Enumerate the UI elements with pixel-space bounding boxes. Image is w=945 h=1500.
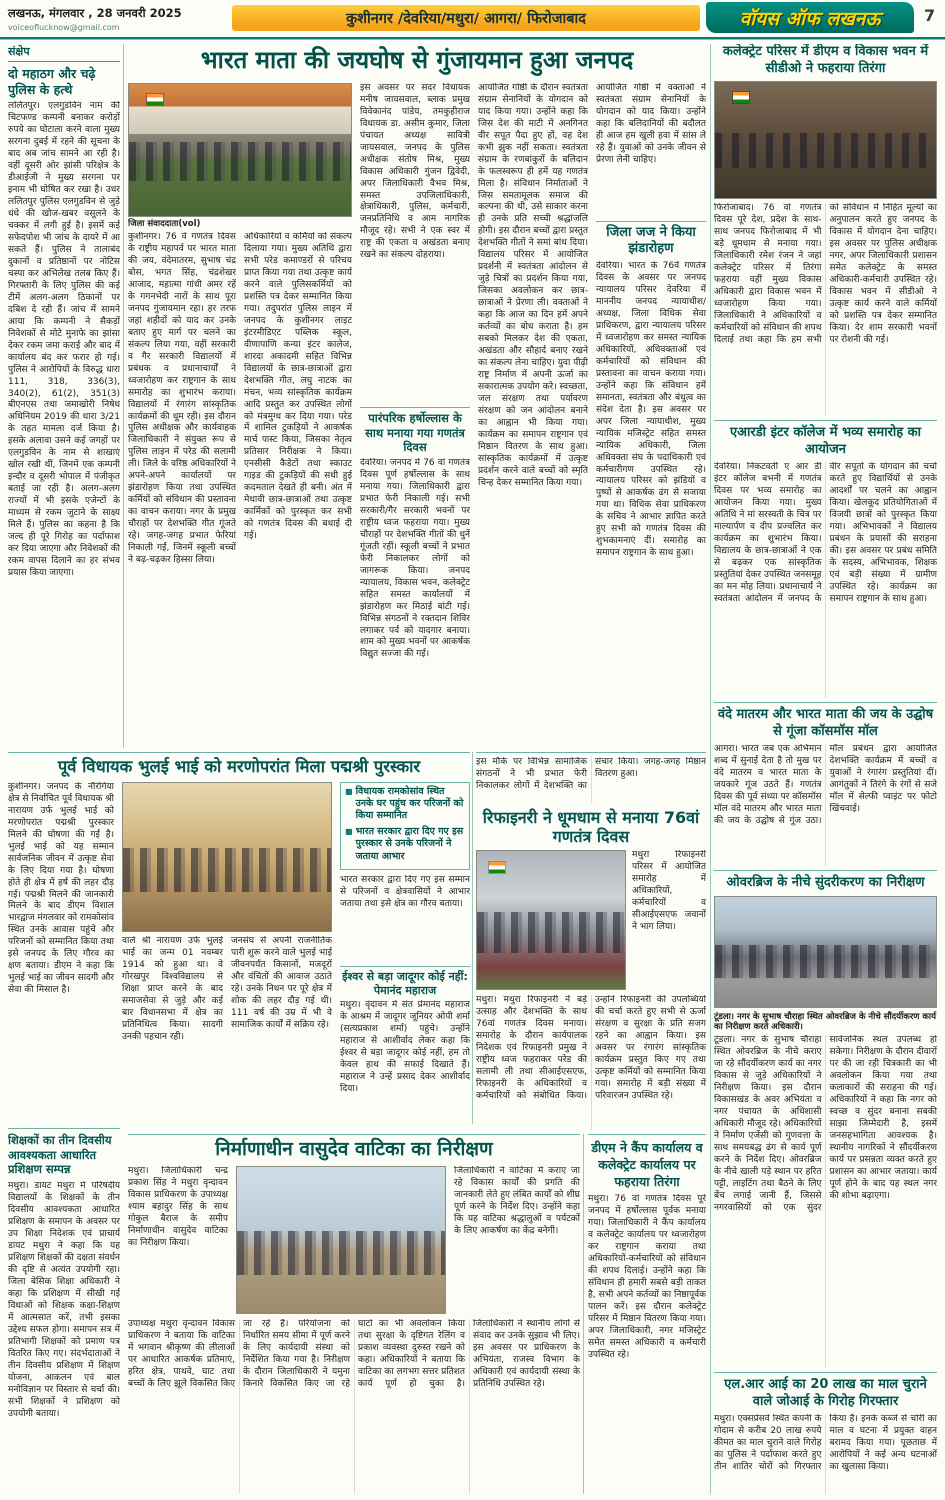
publication-date: लखनऊ, मंगलवार , 28 जनवरी 2025 bbox=[8, 6, 182, 20]
overbridge-photo bbox=[714, 896, 937, 1008]
page-number: 7 bbox=[924, 6, 936, 25]
main-photo-caption: जिला संवाददाता(vol) bbox=[128, 218, 201, 229]
vatika-body-col2: जिलाधिकारी ने वाटिका में कराए जा रहे विकास कार्यों की प्रगति की जानकारी लेते हुए लंबित कार्यों को शीघ्र पूर्ण करने के निर्देश दिए। उन्होंने कहा कि यह वाटिका श्रद्धालुओं व पर्यटकों के लिए आकर्षण का केंद्र बनेगी। bbox=[454, 1165, 580, 1236]
article-jila-jaj bbox=[596, 221, 706, 748]
main-body-col1: कुशीनगर। 76 वें गणतंत्र दिवस के राष्ट्रीय महापर्व पर भारत माता की जय, वंदेमातरम, सुभाष चंद्र बोस, भगत सिंह, चंद्रशेखर आजाद, महात्मा गांधी अमर रहें के गगनभेदी नारों के साथ पूरा जनपद गुंजायमान रहा। हर तरफ जहां शहीदों को याद कर उनके बताए हुए मार्ग पर चलने का संकल्प लिया गया, वहीं सरकारी व गैर सरकारी विद्यालयों में प्रबंधक व प्रधानाचार्यों ने ध्वजारोहण कर राष्ट्रगान के साथ समारोह का शुभारंभ कराया। विद्यालयों में रंगारंग सांस्कृतिक कार्यक्रमों की धूम रही। इस दौरान पुलिस अधीक्षक और कार्यवाहक जिलाधिकारी ने संयुक्त रूप से पुलिस लाइन में परेड की सलामी ली। जिले के वरिष्ठ अधिकारियों ने अपने-अपने कार्यालयों पर झंडारोहण किया तथा उपस्थित कर्मियों को संविधान की प्रस्तावना का वाचन कराया। नगर के प्रमुख चौराहों पर देशभक्ति गीत गूंजते रहे। जगह-जगह प्रभात फेरियां निकाली गईं, जिनमें स्कूली बच्चों ने बढ़-चढ़कर हिस्सा लिया। bbox=[128, 231, 236, 566]
padmashree-content bbox=[8, 782, 470, 1124]
article-collectorate bbox=[714, 44, 937, 416]
article-dm-camp bbox=[588, 1134, 706, 1494]
article-brief bbox=[8, 44, 120, 748]
main-column-4 bbox=[478, 83, 588, 748]
teachers-body: मथुरा। डायट मथुरा में परिषदीय विद्यालयों के शिक्षकों के तीन दिवसीय आवश्यकता आधारित प्रशिक्षण के समापन के अवसर पर उप शिक्षा निदेशक एवं प्राचार्य डायट मथुरा ने कहा कि यह प्रशिक्षण शिक्षकों की दक्षता संवर्धन की दृष्टि से अत्यंत उपयोगी रहा। जिला बेसिक शिक्षा अधिकारी ने कहा कि प्रशिक्षण में सीखी गई विधाओं को शिक्षक कक्षा-शिक्षण में आत्मसात करें, तभी इसका उद्देश्य सफल होगा। समापन सत्र में प्रतिभागी शिक्षकों को प्रमाण पत्र वितरित किए गए। संदर्भदाताओं ने तीन दिवसीय प्रशिक्षण में शिक्षण योजना, आकलन एवं बाल मनोविज्ञान पर विस्तार से चर्चा की। सभी शिक्षकों ने प्रशिक्षण को उपयोगी बताया। bbox=[8, 1181, 120, 1419]
collectorate-photo bbox=[714, 81, 937, 199]
vatika-photo-row bbox=[128, 1166, 580, 1314]
header-divider bbox=[0, 37, 945, 40]
article-refinery bbox=[476, 752, 706, 1130]
theft-headline: एल.आर आई का 20 लाख का माल चुराने वाले जोआई के गिरोह गिरफ्तार bbox=[724, 1377, 927, 1409]
padmashree-photo-block bbox=[122, 782, 332, 1124]
article-padmashree bbox=[8, 752, 470, 1124]
article-overbridge bbox=[714, 870, 937, 1368]
refinery-photo bbox=[476, 850, 626, 990]
vatika-body-bottom: उपाध्यक्ष मथुरा वृन्दावन विकास प्राधिकरण ने बताया कि वाटिका में भगवान श्रीकृष्ण की लीलाओं पर आधारित आकर्षक प्रतिमाएं, हरित क्षेत्र, पाथवे, घाट तथा बच्चों के लिए झूले विकसित किए जा रहे हैं। परियोजना को निर्धारित समय सीमा में पूर्ण करने के लिए कार्यदायी संस्था को निर्देशित किया गया है। निरीक्षण के दौरान जिलाधिकारी ने यमुना किनारे विकसित किए जा रहे घाटों का भी अवलोकन किया तथा सुरक्षा के दृष्टिगत रेलिंग व प्रकाश व्यवस्था दुरुस्त रखने को कहा। अधिकारियों ने बताया कि वाटिका का लगभग सत्तर प्रतिशत कार्य पूर्ण हो चुका है। जिलाधिकारी ने स्थानीय लोगों से संवाद कर उनके सुझाव भी लिए। इस अवसर पर प्राधिकरण के अभियंता, राजस्व विभाग के अधिकारी एवं कार्यदायी संस्था के प्रतिनिधि उपस्थित रहे। bbox=[128, 1318, 580, 1389]
masthead-title: वॉयस ऑफ लखनऊ bbox=[706, 2, 914, 33]
collectorate-headline: कलेक्ट्रेट परिसर में डीएम व विकास भवन में सीडीओ ने फहराया तिरंगा bbox=[722, 44, 929, 76]
refinery-photo-row bbox=[476, 850, 706, 990]
main-column-5 bbox=[596, 83, 706, 748]
main-body-col4: आयोजित गोष्ठी के दौरान स्वतंत्रता संग्राम सेनानियों के योगदान को याद किया गया। उन्होंने कहा कि जिस देश की माटी में अनगिनत वीर सपूत पैदा हुए हों, वह देश कभी झुक नहीं सकता। स्वतंत्रता संग्राम के रणबांकुरों के बलिदान के फलस्वरूप ही हमें यह गणतंत्र मिला है। संविधान निर्माताओं ने जिस समतामूलक समाज की कल्पना की थी, उसे साकार करना ही उनके प्रति सच्ची श्रद्धांजलि होगी। इस दौरान बच्चों द्वारा प्रस्तुत देशभक्ति गीतों ने समां बांध दिया। विद्यालय परिसर में आयोजित प्रदर्शनी में स्वतंत्रता आंदोलन से जुड़े चित्रों का प्रदर्शन किया गया, जिसका अवलोकन कर छात्र-छात्राओं ने प्रेरणा ली। वक्ताओं ने कहा कि आज का दिन हमें अपने कर्तव्यों का बोध कराता है। हम सबको मिलकर देश की एकता, अखंडता और सौहार्द बनाए रखने का संकल्प लेना चाहिए। युवा पीढ़ी राष्ट्र निर्माण में अपनी ऊर्जा का सकारात्मक उपयोग करे। स्वच्छता, जल संरक्षण तथा पर्यावरण संरक्षण को जन आंदोलन बनाने का आह्वान भी किया गया। कार्यक्रम का समापन राष्ट्रगान एवं मिष्ठान वितरण के साथ हुआ। सांस्कृतिक कार्यक्रमों में उत्कृष्ट प्रदर्शन करने वाले बच्चों को स्मृति चिन्ह देकर सम्मानित किया गया। bbox=[478, 82, 588, 488]
vatika-body-col1: मथुरा। जिलाधिकारी चन्द्र प्रकाश सिंह ने मथुरा वृन्दावन विकास प्राधिकरण के उपाध्यक्ष श्याम बहादुर सिंह के साथ गोकुल बैराज के समीप निर्माणाधीन वासुदेव वाटिका का निरीक्षण किया। bbox=[128, 1165, 228, 1248]
overbridge-body: टूंडला। नगर के सुभाष चौराहा स्थित ओवरब्रिज के नीचे कराए जा रहे सौंदर्यीकरण कार्य का नगर विकास से जुड़े अधिकारियों ने निरीक्षण किया। इस दौरान विकासखंड के अवर अभियंता व नगर पंचायत के अधिशासी अधिकारी मौजूद रहे। अधिकारियों ने निर्माण एजेंसी को गुणवत्ता के साथ समयबद्ध ढंग से कार्य पूर्ण करने के निर्देश दिए। ओवरब्रिज के नीचे खाली पड़े स्थान पर हरित पट्टी, लाइटिंग तथा बैठने के लिए बेंच लगाई जानी हैं, जिससे नगरवासियों को एक सुंदर सार्वजनिक स्थल उपलब्ध हो सकेगा। निरीक्षण के दौरान दीवारों पर की जा रही चित्रकारी का भी अवलोकन किया गया तथा कलाकारों की सराहना की गई। अधिकारियों ने कहा कि नगर को स्वच्छ व सुंदर बनाना सबकी साझा जिम्मेदारी है, इसमें जनसहभागिता आवश्यक है। स्थानीय नागरिकों ने सौंदर्यीकरण कार्य पर प्रसन्नता व्यक्त करते हुए प्रशासन का आभार जताया। कार्य पूर्ण होने के बाद यह स्थल नगर की शोभा बढ़ाएगा। bbox=[714, 1035, 937, 1213]
main-article-content bbox=[128, 83, 706, 748]
article-main bbox=[128, 44, 706, 748]
ishwar-headline: ईश्वर से बड़ा जादूगर कोई नहीं: पेमानंद महाराज bbox=[342, 969, 468, 997]
cities-bar: कुशीनगर /देवरिया/मथुरा/ आगरा/ फिरोजाबाद bbox=[232, 5, 700, 31]
column-rule bbox=[710, 44, 711, 1494]
column-rule bbox=[123, 44, 124, 748]
ard-college-body: देवरिया। निकटवर्ती ए आर डी इंटर कॉलेज बभनी में गणतंत्र दिवस पर भव्य समारोह का आयोजन किया गया। मुख्य अतिथि ने मां सरस्वती के चित्र पर माल्यार्पण व दीप प्रज्वलित कर कार्यक्रम का शुभारंभ किया। विद्यालय के छात्र-छात्राओं ने एक से बढ़कर एक सांस्कृतिक प्रस्तुतियां देकर उपस्थित जनसमूह का मन मोह लिया। प्रधानाचार्य ने स्वतंत्रता आंदोलन में जनपद के वीर सपूतों के योगदान की चर्चा करते हुए विद्यार्थियों से उनके आदर्शों पर चलने का आह्वान किया। खेलकूद प्रतियोगिताओं में विजयी छात्रों को पुरस्कृत किया गया। अभिभावकों ने विद्यालय प्रबंधन के प्रयासों की सराहना की। इस अवसर पर प्रबंध समिति के सदस्य, अभिभावक, शिक्षक एवं बड़ी संख्या में ग्रामीण उपस्थित रहे। कार्यक्रम का समापन राष्ट्रगान के साथ हुआ। bbox=[714, 462, 937, 604]
dm-camp-headline: डीएम ने कैंप कार्यालय व कलेक्ट्रेट कार्यालय पर फहराया तिरंगा bbox=[591, 1140, 703, 1189]
article-cosmos-mall bbox=[714, 702, 937, 866]
padmashree-under-photo-columns bbox=[122, 936, 332, 1124]
header-date-block bbox=[8, 6, 223, 32]
highlight-item: ■ विधायक रामकोसांव स्थित उनके घर पहुंच कर परिजनों को किया सम्मानित bbox=[345, 786, 465, 823]
padmashree-body-col4: भारत सरकार द्वारा दिए गए इस सम्मान से परिजनों व क्षेत्रवासियों ने आभार जताया तथा इसे क्षेत्र का गौरव बताया। bbox=[340, 874, 470, 909]
ishwar-body: मथुरा। वृंदावन में संत प्रेमानंद महाराज के आश्रम में जादूगर जूनियर ओपी शर्मा (सत्यप्रकाश शर्मा) पहुंचे। उन्होंने महाराज से आशीर्वाद लेकर कहा कि ईश्वर से बड़ा जादूगर कोई नहीं, हम तो केवल हाथ की सफाई दिखाते हैं। महाराज ने उन्हें प्रसाद देकर आशीर्वाद दिया। bbox=[340, 1000, 470, 1095]
vatika-headline: निर्माणाधीन वासुदेव वाटिका का निरीक्षण bbox=[215, 1138, 493, 1160]
paramparik-headline: पारंपरिक हर्षोल्लास के साथ मनाया गया गणतंत्र दिवस bbox=[365, 410, 465, 455]
paramparik-body: देवरिया। जनपद में 76 वां गणतंत्र दिवस पूर्ण हर्षोल्लास के साथ मनाया गया। जिलाधिकारी द्वारा प्रभात फेरी निकाली गई। सभी सरकारी/गैर सरकारी भवनों पर राष्ट्रीय ध्वज फहराया गया। मुख्य चौराहों पर देशभक्ति गीतों की धुनें गूंजती रहीं। स्कूली बच्चों ने प्रभात फेरी निकालकर लोगों को जागरूक किया। जनपद न्यायालय, विकास भवन, कलेक्ट्रेट सहित समस्त कार्यालयों में झंडारोहण कर मिठाई बांटी गई। विभिन्न संगठनों ने रक्तदान शिविर लगाकर पर्व को यादगार बनाया। शाम को मुख्य भवनों पर आकर्षक विद्युत सज्जा की गई। bbox=[360, 457, 470, 660]
article-theft bbox=[714, 1372, 937, 1494]
email-link[interactable]: voiceoflucknow@gmail.com bbox=[8, 23, 120, 32]
article-ard-college bbox=[714, 420, 937, 698]
main-body-col5: आयोजित गोष्ठी में वक्ताओं ने स्वतंत्रता संग्राम सेनानियों के योगदान को याद किया। उन्होंने कहा कि बलिदानियों की बदौलत ही आज हम खुली हवा में सांस ले रहे हैं। युवाओं को उनके जीवन से प्रेरणा लेनी चाहिए। bbox=[596, 82, 706, 165]
dm-camp-body: मथुरा। 76 वां गणतंत्र दिवस पूरे जनपद में हर्षोल्लास पूर्वक मनाया गया। जिलाधिकारी ने कैंप कार्यालय व कलेक्ट्रेट कार्यालय पर ध्वजारोहण कर राष्ट्रगान कराया तथा अधिकारियों-कर्मचारियों को संविधान की शपथ दिलाई। उन्होंने कहा कि संविधान ही हमारी सबसे बड़ी ताकत है, सभी अपने कर्तव्यों का निष्ठापूर्वक पालन करें। इस दौरान कलेक्ट्रेट परिसर में मिष्ठान वितरण किया गया। अपर जिलाधिकारी, नगर मजिस्ट्रेट समेत समस्त अधिकारी व कर्मचारी उपस्थित रहे। bbox=[588, 1194, 706, 1360]
brief-headline: दो महाठग और चढ़े पुलिस के हत्थे bbox=[8, 66, 96, 97]
padmashree-body-col2: वाले श्री नारायण उर्फ भुलई भाई का जन्म 01 नवम्बर 1914 को हुआ था। वे गोरखपुर विश्वविद्यालय से शिक्षा प्राप्त करने के बाद समाजसेवा से जुड़े और कई बार विधानसभा में क्षेत्र का प्रतिनिधित्व किया। सादगी उनकी पहचान रही। bbox=[122, 935, 223, 1042]
collectorate-body: फिरोजाबाद। 76 वां गणतंत्र दिवस पूरे देश, प्रदेश के साथ-साथ जनपद फिरोजाबाद में भी बड़े धूमधाम से मनाया गया। जिलाधिकारी रमेश रंजन ने जहां कलेक्ट्रेट परिसर में तिरंगा फहराया वहीं मुख्य विकास अधिकारी द्वारा विकास भवन में ध्वजारोहण किया गया। जिलाधिकारी ने अधिकारियों व कर्मचारियों को संविधान की शपथ दिलाई तथा कहा कि हम सभी को संविधान में निहित मूल्यों का अनुपालन करते हुए जनपद के विकास में योगदान देना चाहिए। इस अवसर पर पुलिस अधीक्षक नगर, अपर जिलाधिकारी प्रशासन समेत कलेक्ट्रेट के समस्त अधिकारी-कर्मचारी उपस्थित रहे। विकास भवन में सीडीओ ने उत्कृष्ट कार्य करने वाले कर्मियों को प्रशस्ति पत्र देकर सम्मानित किया। देर शाम सरकारी भवनों पर रोशनी की गई। bbox=[714, 203, 937, 345]
theft-body: मथुरा। एक्सप्रेसवे स्थित कंपनी के गोदाम से करीब 20 लाख रुपये कीमत का माल चुराने वाले गिरोह का पुलिस ने पर्दाफाश करते हुए तीन शातिर चोरों को गिरफ्तार किया है। इनके कब्जे से चोरी का माल व घटना में प्रयुक्त वाहन बरामद किया गया। पूछताछ में आरोपियों ने कई अन्य घटनाओं का खुलासा किया। bbox=[714, 1414, 937, 1473]
refinery-lead-in: इस मौके पर विभिन्न सामाजिक संगठनों ने भी प्रभात फेरी निकालकर लोगों में देशभक्ति का संचार किया। जगह-जगह मिष्ठान वितरण हुआ। bbox=[476, 757, 706, 791]
main-headline: भारत माता की जयघोष से गुंजायमान हुआ जनपद bbox=[200, 46, 634, 74]
main-article-photo bbox=[128, 83, 352, 217]
teachers-headline: शिक्षकों का तीन दिवसीय आवश्यकता आधारित प्रशिक्षण सम्पन्न bbox=[8, 1133, 112, 1177]
padmashree-headline: पूर्व विधायक भुलई भाई को मरणोपरांत मिला पद्मश्री पुरस्कार bbox=[57, 757, 421, 776]
refinery-body: मथुरा। मथुरा रिफाइनरी ने बड़े उत्साह और देशभक्ति के साथ 76वां गणतंत्र दिवस मनाया। समारोह के दौरान कार्यपालक निदेशक एवं रिफाइनरी प्रमुख ने राष्ट्रीय ध्वज फहराकर परेड की सलामी ली तथा सीआईएसएफ, रिफाइनरी के अधिकारियों व कर्मचारियों को संबोधित किया। उन्होंने रिफाइनरी की उपलब्धियों की चर्चा करते हुए सभी से ऊर्जा संरक्षण व सुरक्षा के प्रति सजग रहने का आह्वान किया। इस अवसर पर रंगारंग सांस्कृतिक कार्यक्रम प्रस्तुत किए गए तथा उत्कृष्ट कर्मियों को सम्मानित किया गया। समारोह में बड़ी संख्या में परिवारजन उपस्थित रहे। bbox=[476, 995, 706, 1102]
article-vatika bbox=[128, 1134, 580, 1494]
padmashree-right-block bbox=[340, 782, 470, 1124]
main-column-3 bbox=[360, 83, 470, 748]
cosmos-mall-headline: वंदे मातरम और भारत माता की जय के उद्घोष से गूंजा कॉसमॉस मॉल bbox=[717, 707, 934, 739]
cosmos-mall-body: आगरा। भारत जब एक अभिमान शब्द में सुनाई देता है तो मुख पर वंदे मातरम व भारत माता के जयकारे गूंज उठते हैं। गणतंत्र दिवस की पूर्व संध्या पर कॉसमॉस मॉल वंदे मातरम और भारत माता की जय के उद्घोष से गूंज उठा। मॉल प्रबंधन द्वारा आयोजित देशभक्ति कार्यक्रम में बच्चों व युवाओं ने रंगारंग प्रस्तुतियां दीं। आगंतुकों ने तिरंगे के रंगों से सजे मॉल में सेल्फी प्वाइंट पर फोटो खिंचवाई। bbox=[714, 744, 937, 827]
main-left-block bbox=[128, 83, 352, 748]
article-paramparik bbox=[360, 407, 470, 748]
vatika-photo bbox=[236, 1166, 446, 1314]
ard-college-headline: एआरडी इंटर कॉलेज में भव्य समारोह का आयोजन bbox=[729, 425, 922, 457]
jila-jaj-body: देवरिया। भारत के 76वें गणतंत्र दिवस के अवसर पर जनपद न्यायालय परिसर देवरिया में माननीय जनपद न्यायाधीश/अध्यक्ष, जिला विधिक सेवा प्राधिकरण, द्वारा न्यायालय परिसर में ध्वजारोहण कर समस्त न्यायिक अधिकारियों, अधिवक्ताओं एवं कर्मचारियों को संविधान की प्रस्तावना का वाचन कराया गया। उन्होंने कहा कि संविधान हमें समानता, स्वतंत्रता और बंधुत्व का संदेश देता है। इस अवसर पर अपर जिला न्यायाधीश, मुख्य न्यायिक मजिस्ट्रेट सहित समस्त न्यायिक अधिकारी, जिला अधिवक्ता संघ के पदाधिकारी एवं कर्मचारीगण उपस्थित रहे। न्यायालय परिसर को झंडियों व पुष्पों से आकर्षक ढंग से सजाया गया था। विधिक सेवा प्राधिकरण के सचिव ने आभार ज्ञापित करते हुए सभी को गणतंत्र दिवस की शुभकामनाएं दीं। समारोह का समापन राष्ट्रगान के साथ हुआ। bbox=[596, 261, 706, 559]
highlight-item: ■ भारत सरकार द्वारा दिए गए इस पुरस्कार से उनके परिजनों ने जताया आभार bbox=[345, 826, 465, 863]
brief-body: ललितपुर। एलगुडविन नाम की चिटफण्ड कम्पनी बनाकर करोड़ों रुपये का घोटाला करने वाला मुख्य सरगना दुबई में रहने की सूचना के बाद अब जांच सामने आ रही है। वहीं दूसरी ओर झांसी परिक्षेत्र के डीआईजी ने मुख्य सरगना पर इनाम भी घोषित कर रखा है। उधर ललितपुर पुलिस एलगुडविन से जुड़े धंधे की खोज-खबर वसूलने के चक्कर में लगी हुई है। इसमें कई सफेदपोश भी जांच के दायरे में आ सकते हैं। पुलिस ने तालाबंद दुकानों व प्रतिष्ठानों पर नोटिस चस्पा कर अभिलेख तलब किए हैं। गिरफ्तारी के लिए पुलिस की कई टीमें अलग-अलग ठिकानों पर दबिश दे रही हैं। जांच में सामने आया कि कम्पनी ने सैकड़ों निवेशकों से मोटे मुनाफे का झांसा देकर रकम जमा कराई और बाद में कार्यालय बंद कर फरार हो गई। पुलिस ने आरोपियों के विरुद्ध धारा 111, 318, 336(3), 340(2), 61(2), 351(3) बीएनएस तथा जमाखोरी निषेध अधिनियम 2019 की धारा 3/21 के तहत मामला दर्ज किया है। इसके अलावा उसने कई जगहों पर एलगुडविन के नाम से शाखाएं खोल रखी थीं, जिनमें एक कम्पनी इन्दौर व दूसरी भोपाल में पंजीकृत बताई जा रही है। अलग-अलग राज्यों में भी इसके एजेन्टों के माध्यम से रकम जुटाने के साक्ष्य मिले हैं। पुलिस का कहना है कि जल्द ही पूरे गिरोह का पर्दाफाश कर दिया जाएगा और निवेशकों की रकम वापस दिलाने का हर संभव प्रयास किया जाएगा। bbox=[8, 101, 120, 579]
main-body-col2: अधिकारियों व कर्मियों को संकल्प दिलाया गया। मुख्य अतिथि द्वारा सभी परेड कमाण्डरों से परिचय प्राप्त किया गया तथा उत्कृष्ट कार्य करने वाले पुलिसकर्मियों को प्रशस्ति पत्र देकर सम्मानित किया गया। तदुपरांत पुलिस लाइन में जनपद के कुशीनगर लाइट इंटरमीडिएट पब्लिक स्कूल, वीणापाणि कन्या इंटर कालेज, शारदा अकादमी सहित विभिन्न विद्यालयों के छात्र-छात्राओं द्वारा देशभक्ति गीत, लघु नाटक का मंचन, भव्य सांस्कृतिक कार्यक्रम आदि प्रस्तुत कर उपस्थित लोगों को मंत्रमुग्ध कर दिया गया। परेड में शामिल टुकड़ियों ने आकर्षक मार्च पास्ट किया, जिसका नेतृत्व प्रतिसार निरीक्षक ने किया। एनसीसी कैडेटों तथा स्काउट गाइड की टुकड़ियों की सधी हुई कदमताल देखते ही बनी। अंत में मेधावी छात्र-छात्राओं तथा उत्कृष्ट कार्मिकों को पुरस्कृत कर सभी को गणतंत्र दिवस की बधाई दी गई। bbox=[244, 231, 352, 542]
article-teachers bbox=[8, 1128, 120, 1494]
padmashree-body-col3: जनसंघ से अपनी राजनीतिक पारी शुरू करने वाले भुलई भाई जीवनपर्यंत किसानों, मजदूरों और वंचितों की आवाज उठाते रहे। उनके निधन पर पूरे क्षेत्र में शोक की लहर दौड़ गई थी। 111 वर्ष की उम्र में भी वे सामाजिक कार्यों में सक्रिय रहे। bbox=[231, 935, 332, 1030]
jila-jaj-headline: जिला जज ने किया झंडारोहण bbox=[606, 224, 696, 257]
article-ishwar bbox=[340, 966, 470, 1124]
overbridge-headline: ओवरब्रिज के नीचे सुंदरीकरण का निरीक्षण bbox=[726, 875, 925, 890]
padmashree-highlights-box bbox=[340, 782, 470, 870]
overbridge-photo-caption: टूंडला। नगर के सुभाष चौराहा स्थित ओवरब्रिज के नीचे सौंदर्यीकरण कार्य का निरीक्षण करते अधिकारी। bbox=[714, 1011, 937, 1032]
refinery-headline: रिफाइनरी ने धूमधाम से मनाया 76वां गणतंत्र दिवस bbox=[482, 808, 700, 847]
column-rule bbox=[472, 752, 473, 1124]
main-body-columns bbox=[128, 232, 352, 748]
section-kicker: संक्षेप bbox=[8, 44, 120, 62]
main-body-col3: इस अवसर पर सदर विधायक मनीष जायसवाल, ब्लाक प्रमुख विवेकानंद पांडेय, तमकुहीराज विधायक डा. असीम कुमार, जिला पंचायत अध्यक्ष सावित्री जायसवाल, जनपद के पुलिस अधीक्षक संतोष मिश्र, मुख्य विकास अधिकारी गुंजन द्विवेदी, अपर जिलाधिकारी वैभव मिश्र, समस्त उपजिलाधिकारी, क्षेत्राधिकारी, पुलिस, कर्मचारी, जनप्रतिनिधि व आम नागरिक मौजूद रहे। सभी ने एक स्वर में राष्ट्र की एकता व अखंडता बनाए रखने का संकल्प दोहराया। bbox=[360, 82, 470, 261]
refinery-side-text: मथुरा रिफाइनरी परिसर में आयोजित समारोह में अधिकारियों, कर्मचारियों व सीआईएसएफ जवानों ने भाग लिया। bbox=[632, 850, 706, 933]
padmashree-photo bbox=[122, 782, 332, 932]
padmashree-body-col1: कुशीनगर। जनपद के नौरंगिया क्षेत्र से निर्वाचित पूर्व विधायक श्री नारायण उर्फ भुलई भाई को मरणोपरांत पद्मश्री पुरस्कार मिलने की घोषणा की गई है। भुलई भाई को यह सम्मान सार्वजनिक जीवन में उत्कृष्ट सेवा के लिए दिया गया है। घोषणा होते ही क्षेत्र में हर्ष की लहर दौड़ गई। पद्मश्री मिलने की जानकारी मिलने के बाद डीएम विशाल भारद्वाज मंगलवार को रामकोसांव स्थित उनके आवास पहुंचे और परिजनों को सम्मानित किया तथा इसे जनपद के लिए गौरव का क्षण बताया। डीएम ने कहा कि भुलई भाई का जीवन सादगी और सेवा की मिसाल है। bbox=[8, 781, 114, 996]
column-rule bbox=[583, 1134, 584, 1494]
